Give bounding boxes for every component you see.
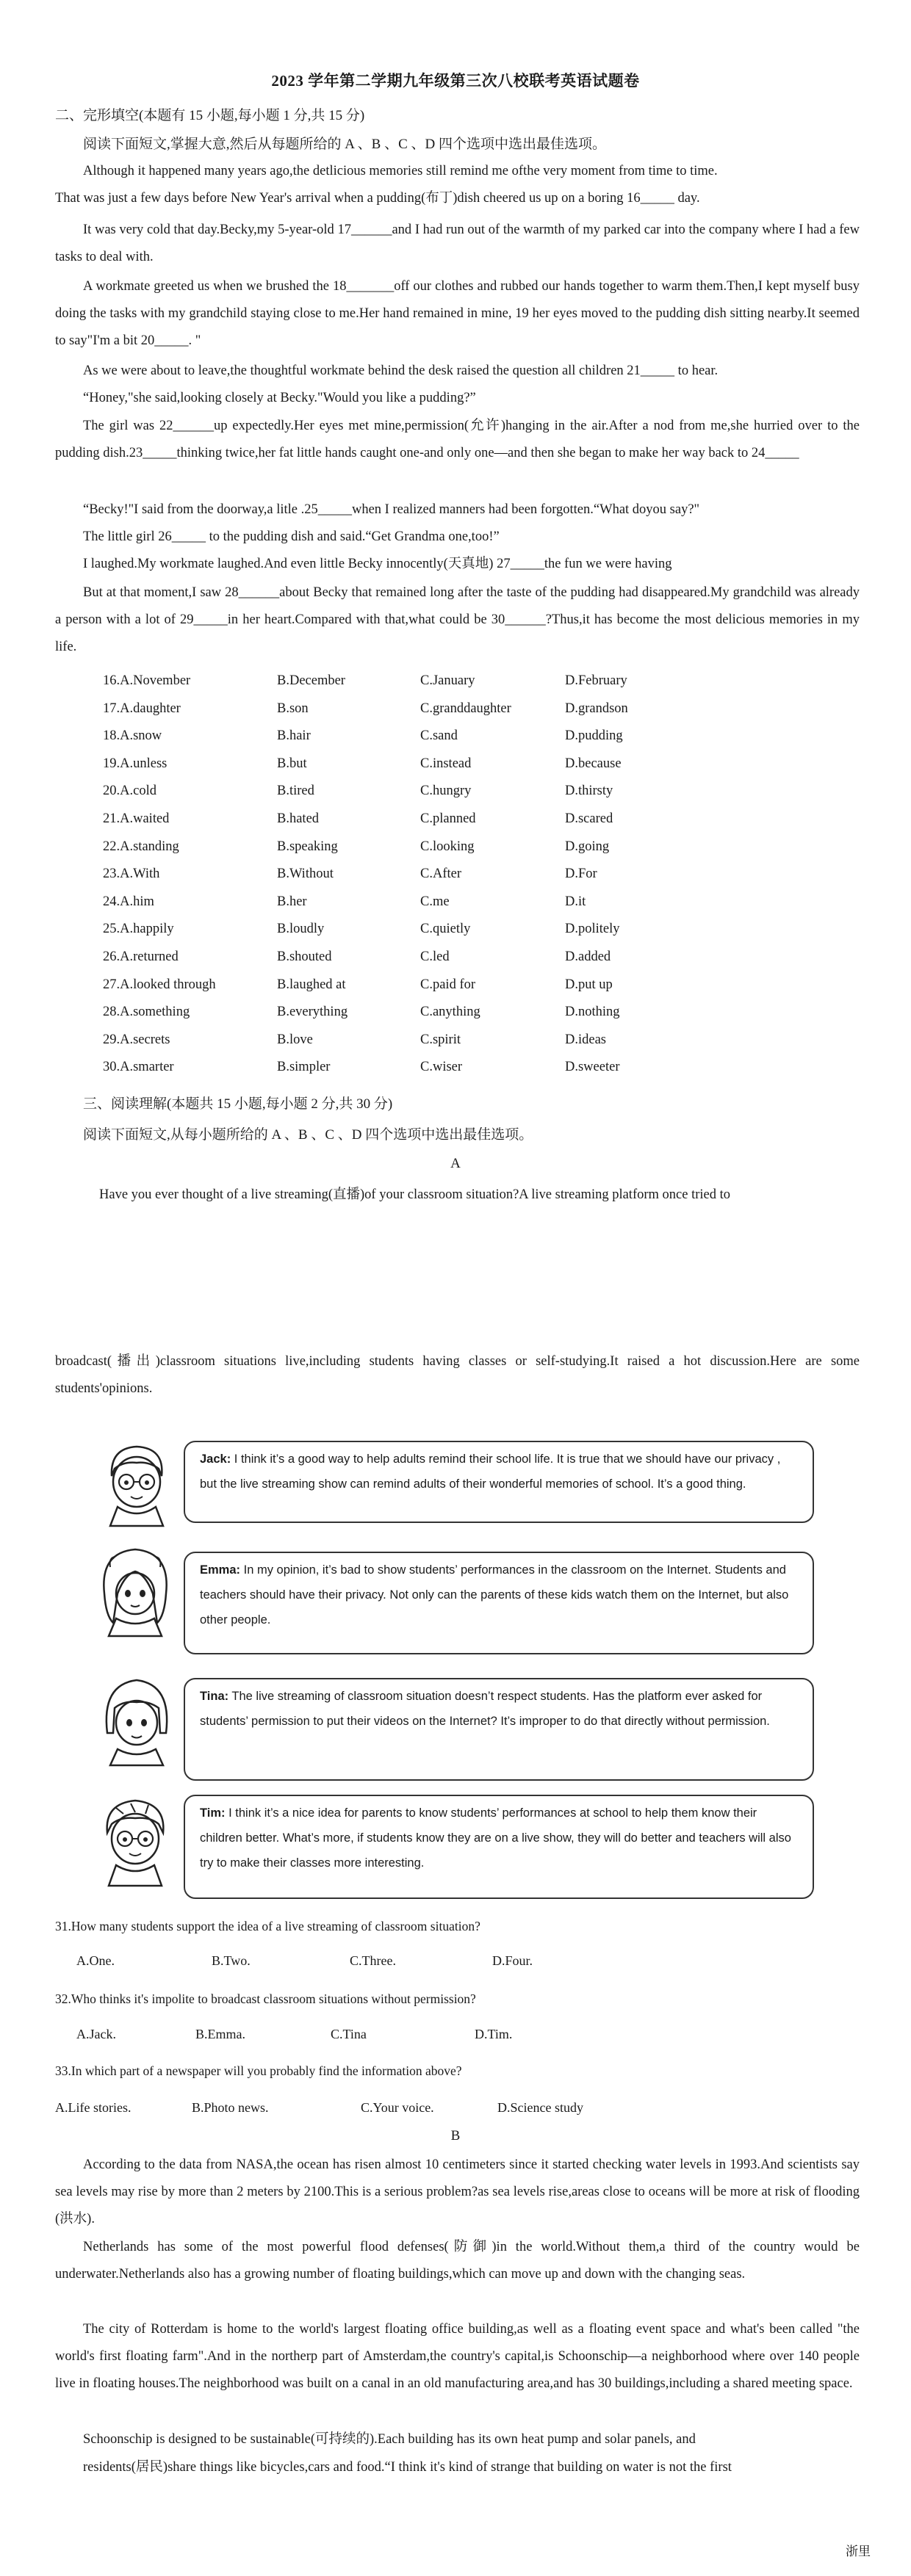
- section3-heading: 三、阅读理解(本题共 15 小题,每小题 2 分,共 30 分): [83, 1096, 393, 1112]
- cloze-paragraph: The little girl 26_____ to the pudding dish and said.“Get Grandma one,too!”: [83, 529, 500, 544]
- cloze-paragraph: “Becky!"I said from the doorway,a litle .25_____when I realized manners had been forgotten.“What doyou say?": [83, 502, 700, 517]
- answer-option: D.Science study: [497, 2100, 583, 2115]
- speech-bubble-tina: [184, 1678, 814, 1781]
- question-32: 32.Who thinks it's impolite to broadcast classroom situations without permission?: [55, 1991, 476, 2006]
- option-row: 30.A.smarter B.simpler C.wiser D.sweeter: [103, 1060, 620, 1075]
- question-31: 31.How many students support the idea of a live streaming of classroom situation?: [55, 1919, 480, 1933]
- passage-a-intro-cont: broadcast(播出)classroom situations live,including students having classes or self-studying.It raised a hot discussion.Here are some students'opinions.: [55, 1354, 860, 1396]
- option-row: 20.A.cold B.tired C.hungry D.thirsty: [103, 784, 613, 799]
- option-row: 17.A.daughter B.son C.granddaughter D.grandson: [103, 701, 628, 716]
- cloze-paragraph: Although it happened many years ago,the detlicious memories still remind me ofthe very moment from time to time.: [83, 164, 718, 178]
- answer-option: B.Two.: [212, 1953, 251, 1968]
- passage-b-paragraph: Schoonschip is designed to be sustainable(可持续的).Each building has its own heat pump and solar panels, and: [83, 2432, 696, 2447]
- cloze-paragraph: It was very cold that day.Becky,my 5-year-old 17______and I had run out of the warmth of my parked car into the company where I had a few tasks to deal with.: [55, 222, 860, 264]
- passage-a-intro: Have you ever thought of a live streaming(直播)of your classroom situation?A live streaming platform once tried to: [99, 1187, 730, 1202]
- answer-option: A.One.: [76, 1953, 115, 1968]
- option-row: 27.A.looked through B.laughed at C.paid for D.put up: [103, 977, 613, 992]
- speaker-name: Tina:: [200, 1690, 229, 1703]
- answer-option: C.Three.: [350, 1953, 396, 1968]
- boy-with-glasses-illustration: [94, 1792, 176, 1891]
- answer-option: C.Tina: [331, 2027, 367, 2041]
- section2-instruction: 阅读下面短文,掌握大意,然后从每题所给的 A 、B 、C 、D 四个选项中选出最佳选项。: [83, 137, 606, 152]
- opinion-text: In my opinion, it’s bad to show students’ performances in the classroom on the Internet. Students and teachers should have their privacy. Not only can the parents of these kids watch them on the Internet, but also other people.: [200, 1563, 789, 1627]
- option-row: 29.A.secrets B.love C.spirit D.ideas: [103, 1032, 606, 1047]
- answer-option: D.Four.: [492, 1953, 533, 1968]
- option-row: 16.A.November B.December C.January D.February: [103, 673, 627, 688]
- passage-b-paragraph: Netherlands has some of the most powerful flood defenses(防御)in the world.Without them,a third of the country would be underwater.Netherlands also has a growing number of floating buildings,which can move up and down with the changing seas.: [55, 2240, 860, 2282]
- cloze-paragraph: “Honey,"she said,looking closely at Becky."Would you like a pudding?”: [83, 391, 476, 405]
- boy-with-glasses-illustration: [97, 1439, 176, 1531]
- exam-title: 2023 学年第二学期九年级第三次八校联考英语试题卷: [271, 72, 640, 90]
- speaker-name: Emma:: [200, 1563, 241, 1577]
- speech-bubble-jack: [184, 1441, 814, 1523]
- cloze-paragraph: As we were about to leave,the thoughtful workmate behind the desk raised the question all children 21_____ to hear.: [83, 363, 719, 378]
- cloze-options: [103, 673, 712, 1088]
- passage-b-paragraph: residents(居民)share things like bicycles,cars and food.“I think it's kind of strange that building on water is not the first: [83, 2460, 732, 2475]
- cloze-paragraph: But at that moment,I saw 28______about Becky that remained long after the taste of the pudding had disappeared.My grandchild was already a person with a lot of 29_____in her heart.Compared with that,what could be 30______?Thus,it has become the most delicious memories in my life.: [55, 585, 860, 654]
- option-row: 23.A.With B.Without C.After D.For: [103, 866, 597, 882]
- option-row: 28.A.something B.everything C.anything D.nothing: [103, 1005, 620, 1020]
- speech-bubble-tim: [184, 1795, 814, 1899]
- answer-option: B.Photo news.: [192, 2100, 269, 2115]
- speaker-name: Tim:: [200, 1806, 226, 1820]
- girl-with-bob-illustration: [97, 1671, 176, 1770]
- speech-bubble-emma: [184, 1552, 814, 1654]
- option-row: 21.A.waited B.hated C.planned D.scared: [103, 811, 613, 826]
- section2-heading: 二、完形填空(本题有 15 小题,每小题 1 分,共 15 分): [55, 108, 365, 123]
- option-row: 22.A.standing B.speaking C.looking D.going: [103, 839, 610, 854]
- option-row: 18.A.snow B.hair C.sand D.pudding: [103, 728, 623, 744]
- passage-b-label: B: [450, 2128, 461, 2143]
- opinion-text: I think it’s a good way to help adults remind their school life. It is true that we should have our privacy , but the live streaming show can remind adults of their wonderful memories of school. It’s a good thing.: [200, 1452, 781, 1491]
- cloze-paragraph: I laughed.My workmate laughed.And even little Becky innocently(天真地) 27_____the fun we were having: [83, 557, 672, 571]
- option-row: 24.A.him B.her C.me D.it: [103, 894, 586, 909]
- question-33: 33.In which part of a newspaper will you probably find the information above?: [55, 2063, 462, 2078]
- footer-label: 浙里: [846, 2544, 871, 2558]
- opinion-text: The live streaming of classroom situation doesn’t respect students. Has the platform ever asked for students’ permission to put their videos on the Internet? It’s improper to do that directly without permission.: [200, 1690, 770, 1728]
- passage-a-label: A: [450, 1156, 461, 1171]
- cloze-paragraph: A workmate greeted us when we brushed the 18_______off our clothes and rubbed our hands together to warm them.Then,I kept myself busy doing the tasks with my grandchild staying close to me.Her hand remained in mine, 19 her eyes moved to the pudding dish sitting nearby.It seemed to say"I'm a bit 20_____. ": [55, 279, 860, 348]
- option-row: 25.A.happily B.loudly C.quietly D.politely: [103, 922, 620, 937]
- answer-option: A.Life stories.: [55, 2100, 132, 2115]
- question-32-options: [76, 2027, 512, 2042]
- answer-option: B.Emma.: [195, 2027, 245, 2041]
- speaker-name: Jack:: [200, 1452, 231, 1466]
- answer-option: C.Your voice.: [361, 2100, 434, 2115]
- option-row: 19.A.unless B.but C.instead D.because: [103, 756, 622, 771]
- answer-option: A.Jack.: [76, 2027, 116, 2041]
- cloze-paragraph: That was just a few days before New Year's arrival when a pudding(布丁)dish cheered us up on a boring 16_____ day.: [55, 191, 700, 206]
- passage-b-paragraph: According to the data from NASA,the ocean has risen almost 10 centimeters since it started checking water levels in 1993.And scientists say sea levels may rise by more than 2 meters by 2100.This is a serious problem?as sea levels rise,areas close to oceans will be more at risk of flooding (洪水).: [55, 2157, 860, 2226]
- girl-illustration: [94, 1542, 176, 1641]
- question-31-options: [76, 1953, 533, 1969]
- section3-instruction: 阅读下面短文,从每小题所给的 A 、B 、C 、D 四个选项中选出最佳选项。: [83, 1127, 533, 1143]
- question-33-options: [55, 2100, 583, 2116]
- opinion-text: I think it’s a nice idea for parents to know students’ performances at school to help them know their children better. What’s more, if students know they are on a live show, they will do better and teachers will also try to make their classes more interesting.: [200, 1806, 791, 1870]
- answer-option: D.Tim.: [475, 2027, 513, 2041]
- passage-b-paragraph: The city of Rotterdam is home to the world's largest floating office building,as well as a floating event space and what's been called "the world's first floating farm".And in the northerp part of Amsterdam,the country's capital,is Schoonschip—a neighborhood where over 140 people live in floating houses.The neighborhood was built on a canal in an old manufacturing area,and has 30 buildings,including a shared meeting space.: [55, 2322, 860, 2391]
- cloze-paragraph: The girl was 22______up expectedly.Her eyes met mine,permission(允许)hanging in the air.After a nod from me,she hurried over to the pudding dish.23_____thinking twice,her fat little hands caught one-and only one—and then she began to make her way back to 24_____: [55, 419, 860, 460]
- option-row: 26.A.returned B.shouted C.led D.added: [103, 949, 611, 964]
